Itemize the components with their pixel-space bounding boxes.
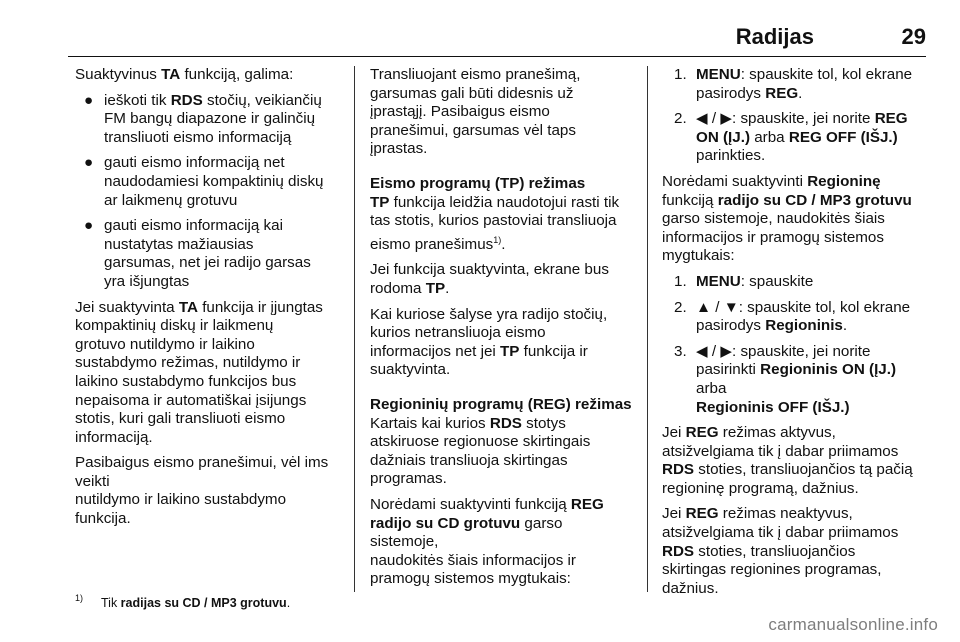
list-text: ◀ / ▶: spauskite, jei norite pasirinkti Regioninis ON (ĮJ.) arba Regioninis OFF (IŠJ.): [696, 342, 897, 416]
column-divider: [647, 66, 648, 592]
tp-display-paragraph: Jei funkcija suaktyvinta, ekrane bus rodoma TP.: [370, 261, 609, 297]
list-text: MENU: spauskite tol, kol ekrane pasirodys REG.: [696, 66, 913, 102]
list-text: MENU: spauskite: [696, 272, 814, 290]
reg-active-paragraph: Jei REG režimas aktyvus, atsižvelgiama tik į dabar priimamos RDS stoties, transliuojančios tą pačią regioninę programą, dažnius.: [662, 424, 913, 497]
bullet-icon: ●: [84, 91, 94, 109]
bullet-icon: ●: [84, 217, 94, 235]
column-2: [370, 66, 634, 596]
list-number: 1.: [674, 66, 687, 83]
page-title: Radijas: [735, 24, 814, 49]
watermark: carmanualsonline.info: [768, 615, 938, 634]
regional-paragraph: Norėdami suaktyvinti Regioninę funkciją radijo su CD / MP3 grotuvu garso sistemoje, naudokitės šiais informacijos ir pramogų sistemos mygtukais:: [662, 172, 912, 265]
reg-paragraph: Kartais kai kurios RDS stotys atskiruose regionuose skirtingais dažniais transliuoja skirtingas programas.: [370, 414, 591, 488]
list-number: 2.: [674, 110, 687, 128]
bullet-text: gauti eismo informaciją net naudodamiesi kompaktinių diskų ar laikmenų grotuvu: [104, 154, 324, 209]
list-text: ▲ / ▼: spauskite tol, kol ekrane pasirodys Regioninis.: [696, 298, 911, 335]
bullet-item: [75, 217, 350, 291]
list-item: [662, 343, 930, 417]
bullet-text: gauti eismo informaciją kai nustatytas mažiausias garsumas, net jei radijo garsas yra išjungtas: [104, 217, 311, 290]
ta-mute-paragraph: Jei suaktyvinta TA funkcija ir įjungtas kompaktinių diskų ir laikmenų grotuvo nutildymo ir laikino sustabdymo režimas, nutildymo ir laikino sustabdymo funkcijos bus nepaisoma ir automatiškai įsijungs stotis, kuri gali transliuoti eismo informaciją.: [75, 298, 323, 446]
page-number: 29: [901, 24, 926, 49]
ta-resume-paragraph: Pasibaigus eismo pranešimui, vėl ims veikti nutildymo ir laikino sustabdymo funkcija.: [75, 454, 329, 528]
tp-countries-paragraph: Kai kuriose šalyse yra radijo stočių, kurios netransliuoja eismo informacijos net jei TP funkcija ir suaktyvinta.: [370, 305, 608, 379]
column-3: [662, 66, 930, 605]
bullet-text: ieškoti tik RDS stočių, veikiančių FM bangų diapazone ir galinčių transliuoti eismo informaciją: [104, 91, 322, 146]
tp-paragraph: TP funkcija leidžia naudotojui rasti tik tas stotis, kurios pastoviai transliuoja eismo pranešimus$^{1)}$.: [370, 193, 620, 253]
header-rule: [68, 56, 926, 57]
bullet-icon: ●: [84, 154, 94, 172]
list-text: ◀ / ▶: spauskite, jei norite REG ON (ĮJ.) arba REG OFF (IŠJ.) parinkties.: [696, 110, 908, 165]
reg-heading: Regioninių programų (REG) režimas: [370, 395, 632, 413]
reg-activate-paragraph: Norėdami suaktyvinti funkciją REG radijo su CD grotuvu garso sistemoje, naudokitės šiais informacijos ir pramogų sistemos mygtukais:: [370, 495, 604, 588]
reg-inactive-paragraph: Jei REG režimas neaktyvus, atsižvelgiama tik į dabar priimamos RDS stoties, transliuojančios skirtingas regionines programas, dažnius.: [662, 505, 899, 597]
list-item: [662, 299, 930, 336]
list-number: 3.: [674, 342, 687, 360]
list-item: [662, 273, 930, 292]
list-number: 2.: [674, 298, 687, 316]
list-item: [662, 110, 930, 166]
list-number: 1.: [674, 272, 687, 290]
bullet-item: [75, 92, 350, 148]
tp-heading: Eismo programų (TP) režimas: [370, 174, 586, 192]
list-item: [662, 66, 930, 103]
column-divider: [354, 66, 355, 592]
bullet-item: [75, 154, 350, 210]
page-header: [68, 24, 926, 58]
column-1: [75, 66, 350, 536]
intro-text: Suaktyvinus TA funkciją, galima:: [75, 66, 294, 83]
footnote-marker: 1): [75, 593, 84, 603]
volume-paragraph: Transliuojant eismo pranešimą, garsumas gali būti didesnis už įprastąjį. Pasibaigus eismo pranešimui, garsumas vėl taps įprastas.: [370, 66, 581, 158]
footnote-text: Tik radijas su CD / MP3 grotuvu.: [101, 596, 291, 610]
